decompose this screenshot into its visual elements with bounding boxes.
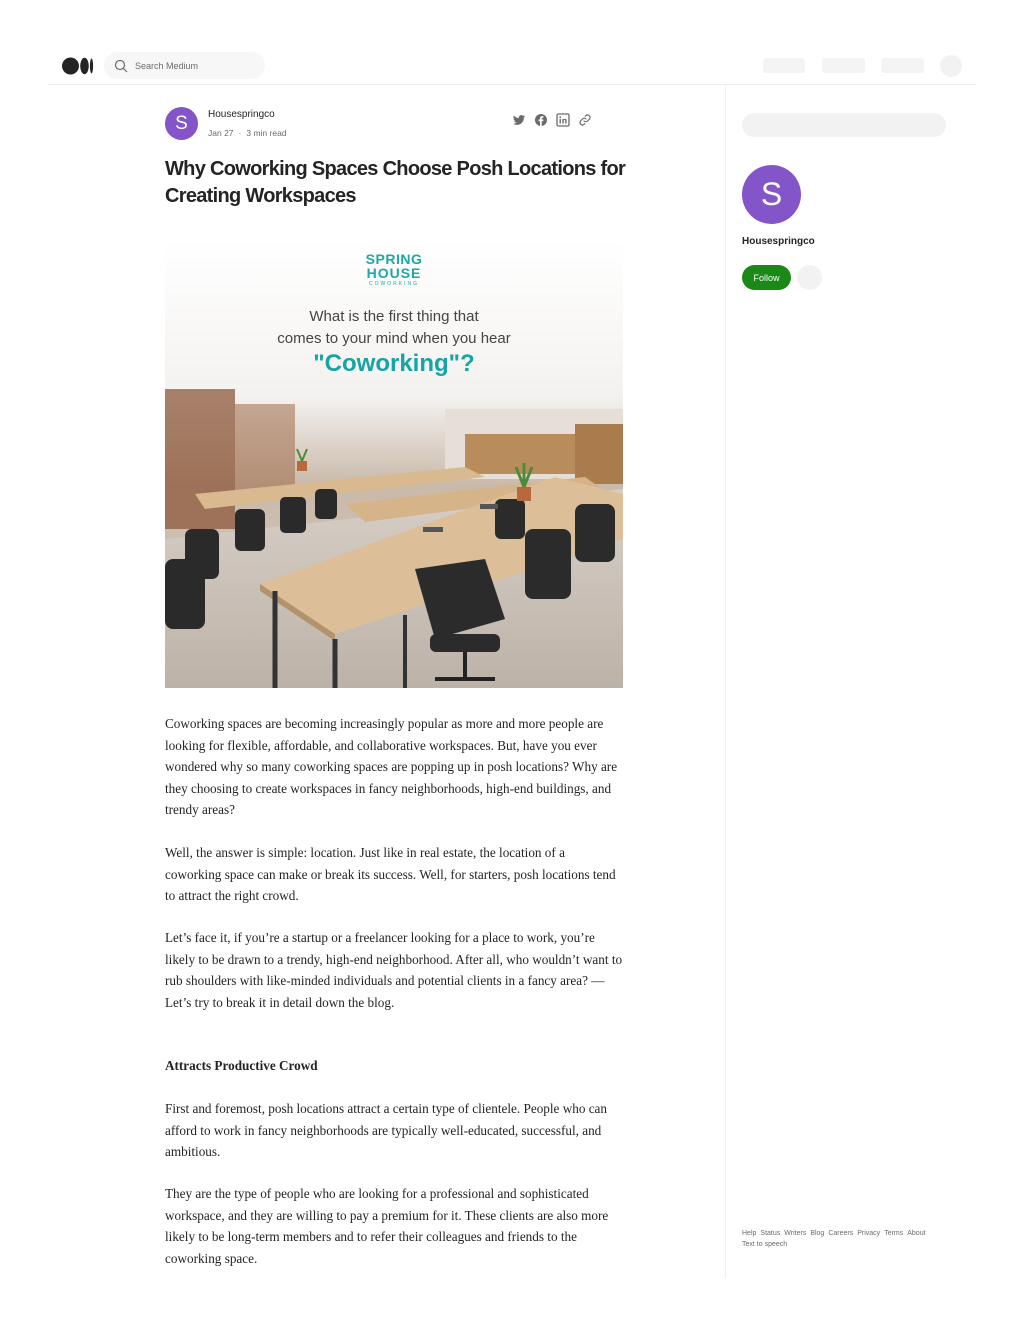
follow-button[interactable]: Follow: [742, 265, 791, 290]
column-divider: [725, 86, 726, 1278]
sidebar-author-avatar[interactable]: S: [742, 165, 801, 224]
read-time: 3 min read: [246, 128, 287, 138]
search-icon: [114, 59, 128, 73]
hero-brand-line1: SPRING: [365, 251, 423, 267]
article-paragraph: Let’s face it, if you’re a startup or a freelancer looking for a place to work, you’re likely to be drawn to a trendy, high-end neighborhood. After all, who wouldn’t want to rub shoulders with like-minded individuals and potential clients in a fancy area? — Let’s try to break it in detail down the blog.: [165, 930, 623, 1010]
link-icon[interactable]: [578, 113, 592, 127]
medium-logo-icon[interactable]: [62, 57, 94, 75]
hero-question-line3: "Coworking"?: [313, 350, 475, 377]
footer-links: [742, 1228, 952, 1250]
author-name-link[interactable]: Housespringco: [208, 109, 275, 120]
footer-link-writers[interactable]: Writers: [784, 1230, 807, 1237]
meta-separator: ·: [238, 128, 242, 138]
article-paragraph: They are the type of people who are looking for a professional and sophisticated workspace, and they are willing to pay a premium for it. These clients are also more likely to be long-term members and to refer their colleagues and friends to the coworking space.: [165, 1186, 609, 1266]
footer-link-blog[interactable]: Blog: [810, 1230, 825, 1237]
post-date: Jan 27: [208, 128, 234, 138]
twitter-icon[interactable]: [512, 113, 526, 127]
sidebar-get-started-placeholder[interactable]: [742, 113, 946, 137]
nav-placeholder: [822, 58, 865, 73]
footer-link-about[interactable]: About: [907, 1230, 926, 1237]
footer-link-privacy[interactable]: Privacy: [857, 1230, 881, 1237]
linkedin-icon[interactable]: [556, 113, 570, 127]
footer-link-terms[interactable]: Terms: [884, 1230, 904, 1237]
author-avatar[interactable]: S: [165, 107, 198, 140]
footer-link-text-to-speech[interactable]: Text to speech: [742, 1241, 788, 1248]
hero-question-line2: comes to your mind when you hear: [277, 330, 511, 347]
search-bar: [104, 52, 265, 79]
footer-link-careers[interactable]: Careers: [828, 1230, 854, 1237]
footer-link-status[interactable]: Status: [760, 1230, 781, 1237]
article-subheading: Attracts Productive Crowd: [165, 1058, 318, 1073]
article-paragraph: Well, the answer is simple: location. Just like in real estate, the location of a coworking space can make or break its success. Well, for starters, posh locations tend to attract the right crowd.: [165, 845, 616, 903]
article-paragraph: First and foremost, posh locations attract a certain type of clientele. People who can afford to work in fancy neighborhoods are typically well-educated, successful, and ambitious.: [165, 1101, 608, 1159]
coworking-photo: [165, 239, 623, 688]
article-hero-image: [165, 239, 623, 688]
hero-brand-line2: HOUSE: [366, 265, 422, 281]
sidebar-author-name[interactable]: Housespringco: [742, 236, 815, 247]
footer-link-help[interactable]: Help: [742, 1230, 757, 1237]
nav-placeholder: [881, 58, 924, 73]
user-avatar-placeholder[interactable]: [940, 55, 962, 77]
post-meta: [208, 128, 287, 138]
top-nav-bar: [48, 46, 976, 85]
article-paragraph: Coworking spaces are becoming increasingly popular as more and more people are looking for flexible, affordable, and collaborative workspaces. But, have you ever wondered why so many coworking spaces are popping up in posh locations? Why are they choosing to create workspaces in fancy neighborhoods, high-end buildings, and trendy areas?: [165, 716, 618, 817]
article-title: Why Coworking Spaces Choose Posh Locations for Creating Workspaces: [165, 158, 626, 207]
hero-question-line1: What is the first thing that: [309, 308, 479, 325]
subscribe-email-button[interactable]: [797, 265, 822, 290]
hero-brand-line3: COWORKING: [369, 281, 419, 287]
facebook-icon[interactable]: [534, 113, 548, 127]
search-input[interactable]: [135, 56, 259, 75]
nav-placeholder: [763, 58, 805, 73]
